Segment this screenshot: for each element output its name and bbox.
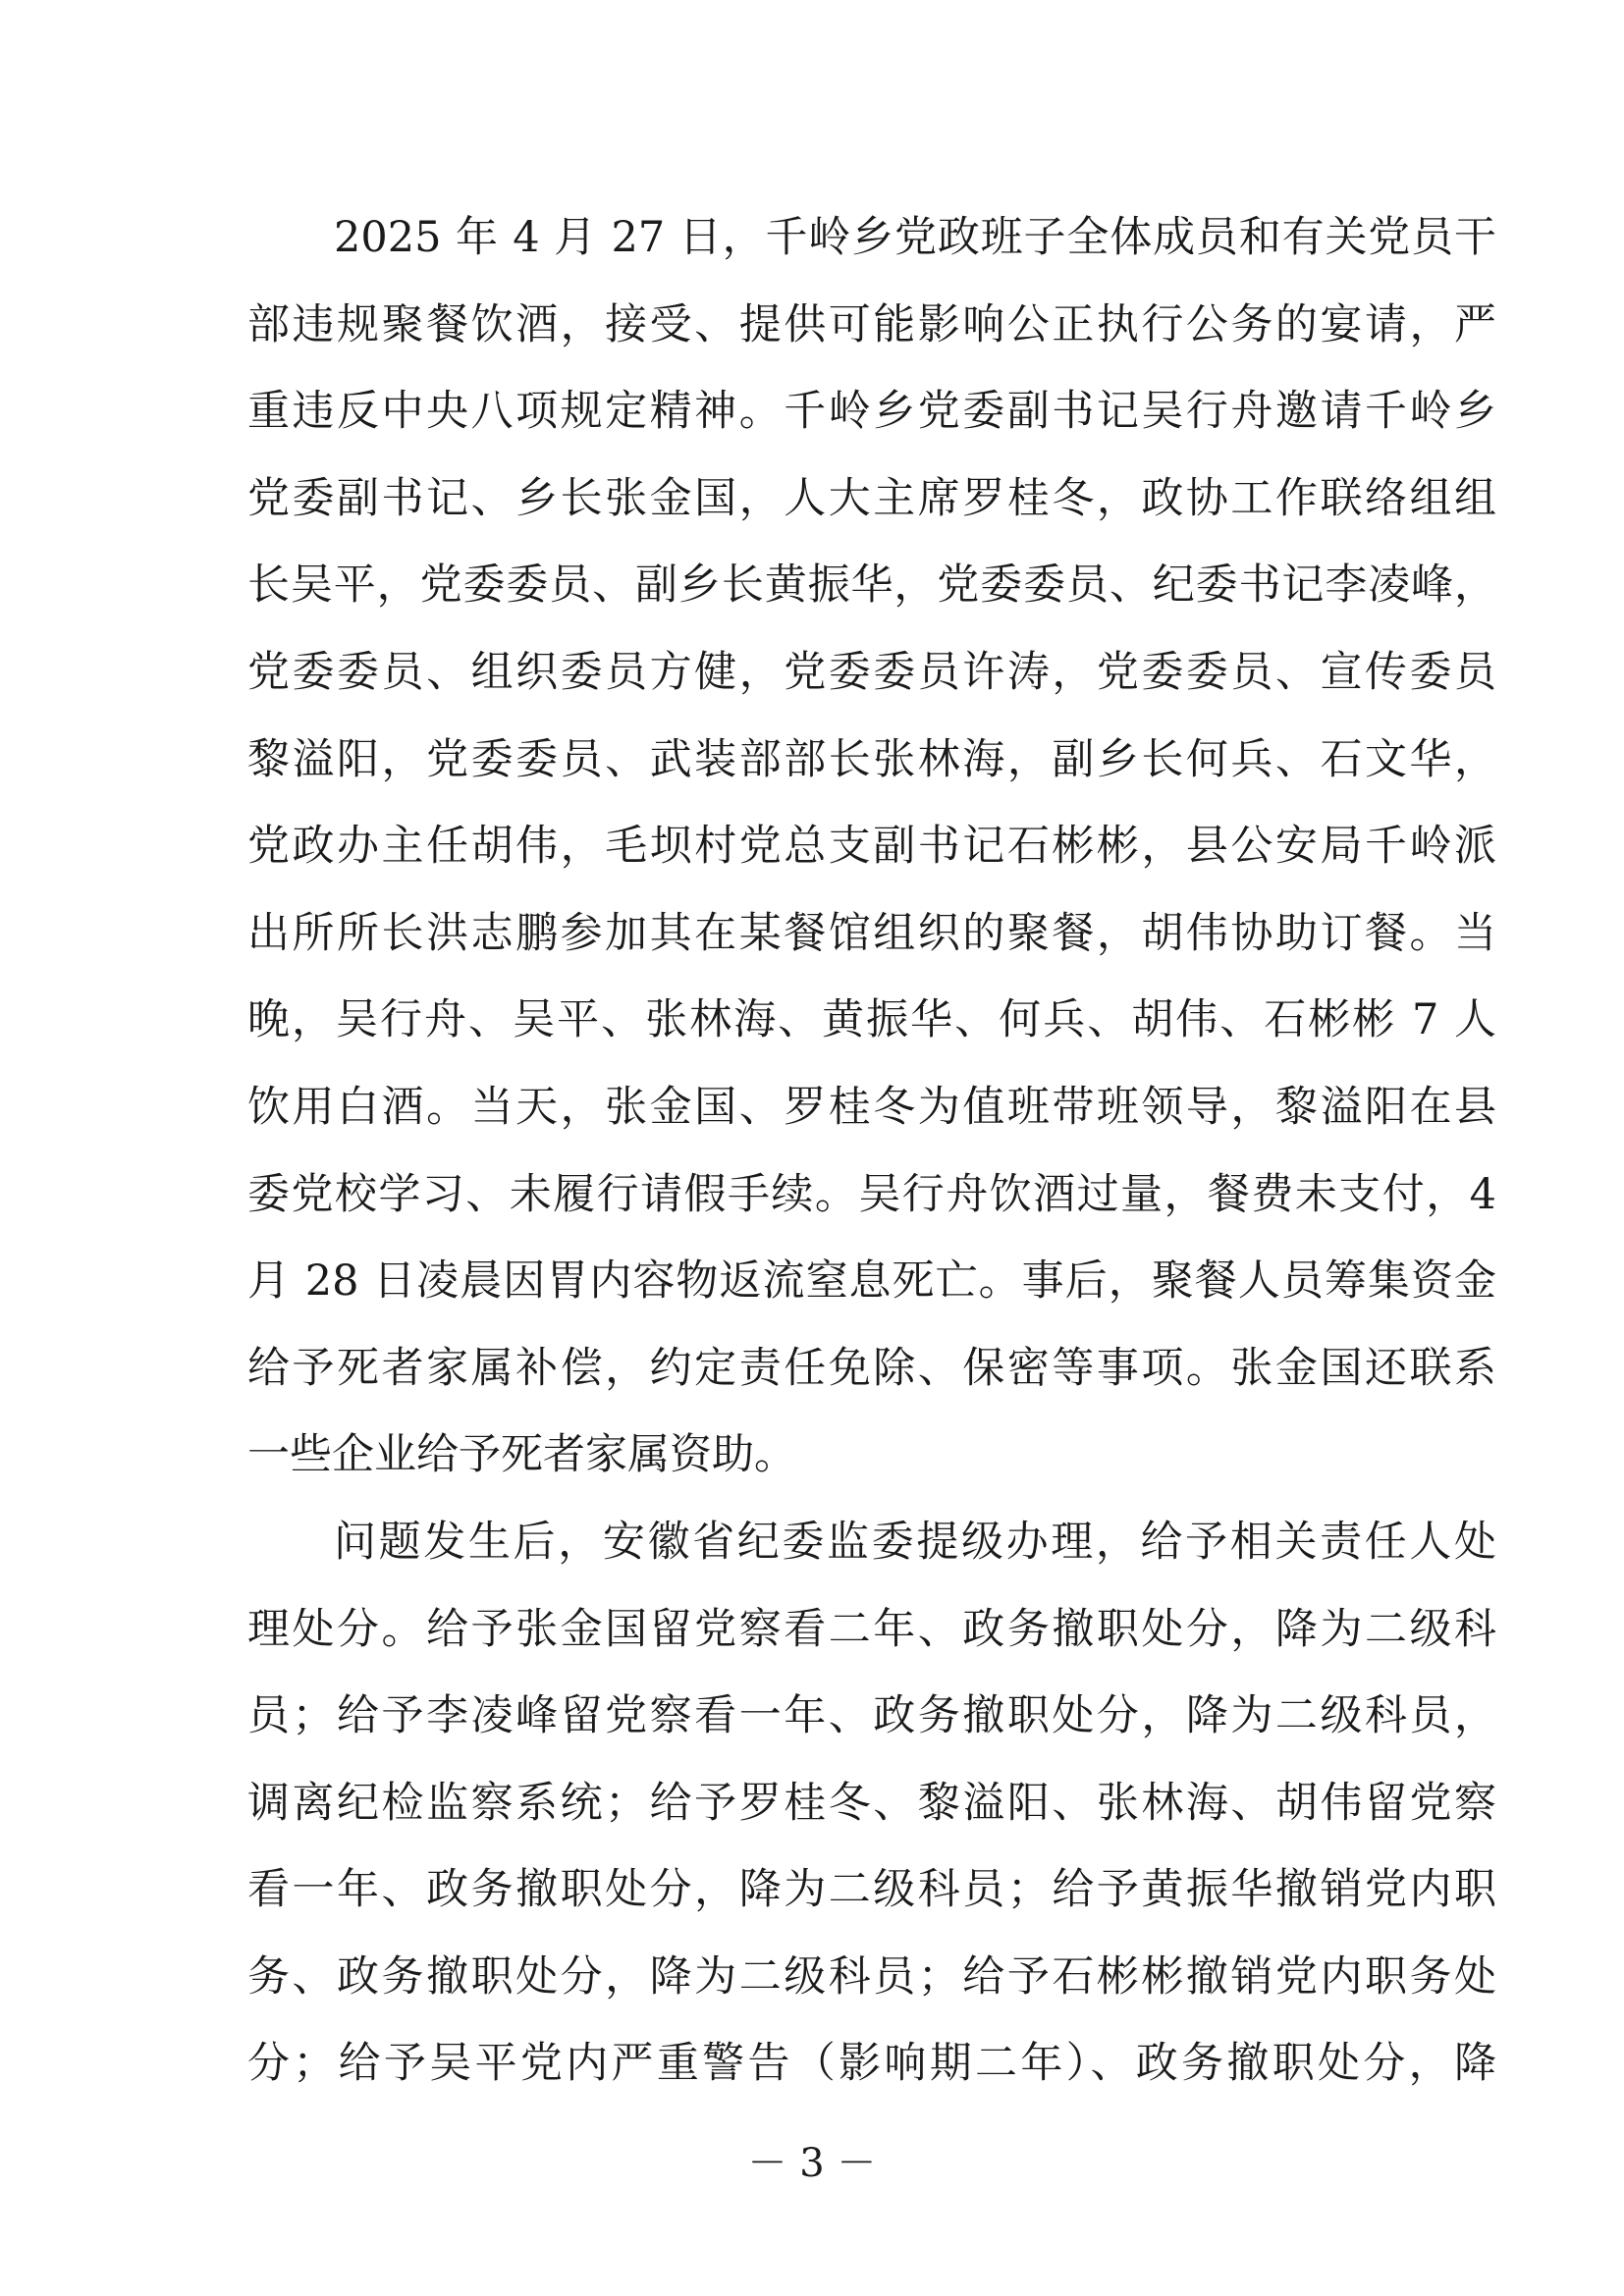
text-line: 务、政务撤职处分，降为二级科员；给予石彬彬撤销党内职务处 <box>247 1951 1496 2002</box>
text-line: 员；给予李凌峰留党察看一年、政务撤职处分，降为二级科员， <box>247 1691 1496 1741</box>
text-line: 看一年、政务撤职处分，降为二级科员；给予黄振华撤销党内职 <box>247 1865 1496 1915</box>
text-line: 理处分。给予张金国留党察看二年、政务撤职处分，降为二级科 <box>247 1604 1496 1654</box>
text-line: 分；给予吴平党内严重警告（影响期二年）、政务撤职处分，降 <box>247 2039 1496 2089</box>
text-line: 党委副书记、乡长张金国，人大主席罗桂冬，政协工作联络组组 <box>247 473 1496 523</box>
text-line: 月 28 日凌晨因胃内容物返流窒息死亡。事后，聚餐人员筹集资金 <box>247 1256 1496 1307</box>
text-line: 委党校学习、未履行请假手续。吴行舟饮酒过量，餐费未支付，4 <box>247 1169 1496 1219</box>
text-line: 饮用白酒。当天，张金国、罗桂冬为值班带班领导，黎溢阳在县 <box>247 1082 1496 1132</box>
text-line: 出所所长洪志鹏参加其在某餐馆组织的聚餐，胡伟协助订餐。当 <box>247 908 1496 958</box>
paragraph-2 <box>247 1499 1496 2108</box>
text-line: 黎溢阳，党委委员、武装部部长张林海，副乡长何兵、石文华， <box>247 734 1496 784</box>
page-number: － 3 － <box>747 2141 877 2186</box>
text-line: 党政办主任胡伟，毛坝村党总支副书记石彬彬，县公安局千岭派 <box>247 822 1496 872</box>
document-body <box>247 194 1496 2108</box>
paragraph-1 <box>247 194 1496 1499</box>
text-line: 部违规聚餐饮酒，接受、提供可能影响公正执行公务的宴请，严 <box>247 299 1496 349</box>
text-line: 问题发生后，安徽省纪委监委提级办理，给予相关责任人处 <box>334 1517 1496 1567</box>
text-line: 晚，吴行舟、吴平、张林海、黄振华、何兵、胡伟、石彬彬 7 人 <box>247 995 1496 1045</box>
text-line: 长吴平，党委委员、副乡长黄振华，党委委员、纪委书记李凌峰， <box>247 561 1496 611</box>
text-line: 调离纪检监察系统；给予罗桂冬、黎溢阳、张林海、胡伟留党察 <box>247 1778 1496 1828</box>
text-line: 给予死者家属补偿，约定责任免除、保密等事项。张金国还联系 <box>247 1343 1496 1393</box>
text-line: 2025 年 4 月 27 日，千岭乡党政班子全体成员和有关党员干 <box>334 213 1496 262</box>
text-line: 一些企业给予死者家属资助。 <box>247 1430 796 1480</box>
text-line: 重违反中央八项规定精神。千岭乡党委副书记吴行舟邀请千岭乡 <box>247 387 1496 437</box>
text-line: 党委委员、组织委员方健，党委委员许涛，党委委员、宣传委员 <box>247 647 1496 697</box>
